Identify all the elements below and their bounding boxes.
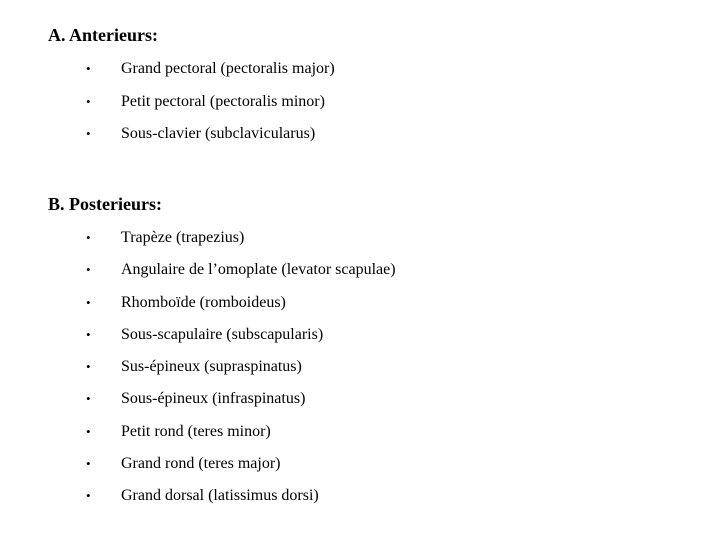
- bullet-icon: •: [86, 294, 91, 310]
- bullet-icon: •: [86, 326, 91, 342]
- list-item-text: Grand pectoral (pectoralis major): [121, 60, 335, 77]
- bullet-icon: •: [86, 230, 91, 245]
- section-b-heading: B. Posterieurs:: [48, 194, 162, 214]
- bullet-icon: •: [86, 359, 91, 375]
- list-item-text: Grand rond (teres major): [121, 455, 281, 473]
- list-item-text: Trapèze (trapezius): [121, 229, 245, 246]
- list-item-text: Sous-scapulaire (subscapularis): [121, 325, 324, 343]
- bullet-icon: •: [86, 93, 91, 109]
- list-item-text: Grand dorsal (latissimus dorsi): [121, 487, 319, 505]
- list-item-text: Petit rond (teres minor): [121, 422, 271, 440]
- bullet-icon: •: [86, 488, 91, 504]
- bullet-icon: •: [86, 423, 91, 439]
- bullet-icon: •: [86, 262, 91, 278]
- list-item-text: Angulaire de l’omoplate (levator scapulae): [121, 261, 396, 279]
- list-item-text: Rhomboïde (romboideus): [121, 293, 286, 311]
- list-item-text: Sus-épineux (supraspinatus): [121, 358, 302, 376]
- section-a-heading: A. Anterieurs:: [48, 25, 158, 45]
- list-item-text: Sous-clavier (subclavicularus): [121, 125, 316, 142]
- bullet-icon: •: [86, 126, 91, 141]
- list-item-text: Sous-épineux (infraspinatus): [121, 390, 306, 408]
- list-item-text: Petit pectoral (pectoralis minor): [121, 92, 325, 110]
- bullet-icon: •: [86, 391, 91, 407]
- bullet-icon: •: [86, 61, 91, 76]
- bullet-icon: •: [86, 456, 91, 472]
